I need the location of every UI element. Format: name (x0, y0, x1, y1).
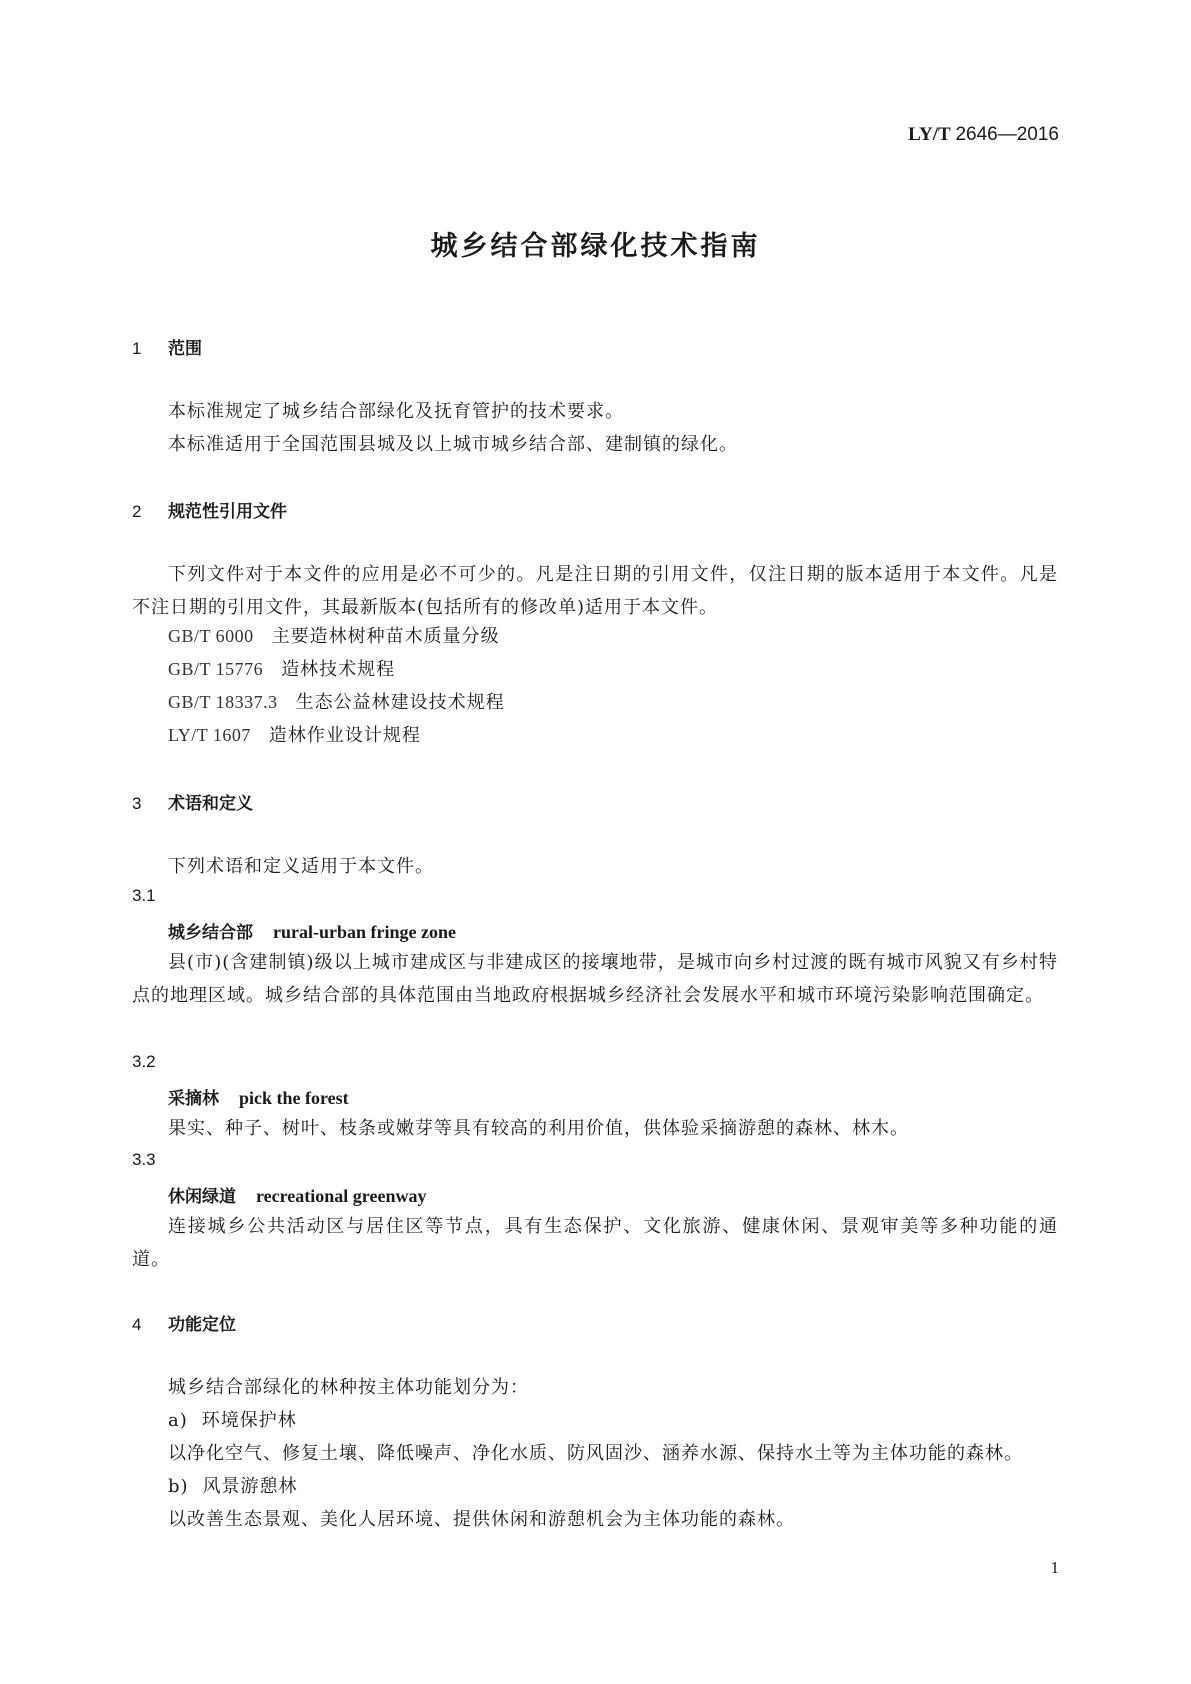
list-item-label (168, 1406, 297, 1432)
reference-title: 造林技术规程 (281, 659, 396, 680)
section-heading-1 (132, 334, 202, 359)
list-marker: b) (168, 1476, 189, 1497)
list-item-title: 环境保护林 (201, 1410, 297, 1431)
term-heading (168, 1084, 349, 1109)
reference-code: GB/T 6000 (168, 626, 254, 646)
term-en: pick the forest (239, 1088, 349, 1108)
term-en: rural-urban fringe zone (273, 922, 456, 942)
section-number: 3 (132, 794, 142, 813)
reference-item (168, 622, 500, 648)
reference-title: 造林作业设计规程 (268, 725, 421, 746)
standard-prefix: LY/T (908, 124, 951, 145)
reference-item (168, 655, 395, 681)
reference-title: 生态公益林建设技术规程 (295, 692, 505, 713)
reference-code: LY/T 1607 (168, 725, 251, 745)
paragraph: 本标准适用于全国范围县城及以上城市城乡结合部、建制镇的绿化。 (168, 434, 738, 455)
standard-code (908, 124, 1059, 146)
list-item-title: 风景游憩林 (202, 1476, 298, 1497)
section-number: 4 (132, 1315, 142, 1334)
section-title: 术语和定义 (168, 794, 253, 814)
list-item-label (168, 1472, 298, 1498)
term-zh: 采摘林 (168, 1089, 219, 1109)
paragraph: 城乡结合部绿化的林种按主体功能划分为： (168, 1377, 529, 1398)
standard-number: 2646—2016 (955, 124, 1059, 145)
term-zh: 城乡结合部 (168, 923, 253, 943)
reference-item (168, 721, 421, 747)
list-item-text: 以改善生态景观、美化人居环境、提供休闲和游憩机会为主体功能的森林。 (168, 1509, 795, 1530)
term-definition: 果实、种子、树叶、枝条或嫩芽等具有较高的利用价值，供体验采摘游憩的森林、林木。 (168, 1118, 909, 1139)
page-number: 1 (1050, 1558, 1059, 1577)
term-number: 3.1 (132, 886, 156, 905)
section-title: 功能定位 (168, 1315, 236, 1335)
term-heading (168, 918, 456, 943)
section-number: 1 (132, 339, 142, 358)
term-definition: 连接城乡公共活动区与居住区等节点，具有生态保护、文化旅游、健康休闲、景观审美等多种功能的通道。 (132, 1216, 1058, 1270)
reference-code: GB/T 18337.3 (168, 692, 278, 712)
term-en: recreational greenway (256, 1186, 427, 1206)
list-item-text: 以净化空气、修复土壤、降低噪声、净化水质、防风固沙、涵养水源、保持水土等为主体功能的森林。 (168, 1443, 1023, 1464)
list-marker: a) (168, 1410, 188, 1431)
section-title: 规范性引用文件 (168, 502, 287, 522)
paragraph: 本标准规定了城乡结合部绿化及抚育管护的技术要求。 (168, 401, 624, 422)
reference-title: 主要造林树种苗木质量分级 (271, 626, 500, 647)
term-heading (168, 1182, 426, 1207)
section-heading-3 (132, 789, 253, 814)
paragraph: 下列术语和定义适用于本文件。 (168, 856, 434, 877)
section-title: 范围 (168, 339, 202, 359)
reference-item (168, 688, 505, 714)
section-number: 2 (132, 502, 142, 521)
term-number: 3.2 (132, 1052, 156, 1071)
reference-code: GB/T 15776 (168, 659, 264, 679)
paragraph: 下列文件对于本文件的应用是必不可少的。凡是注日期的引用文件，仅注日期的版本适用于本文件。凡是不注日期的引用文件，其最新版本(包括所有的修改单)适用于本文件。 (132, 564, 1058, 618)
section-heading-2 (132, 497, 287, 522)
section-heading-4 (132, 1310, 236, 1335)
document-title: 城乡结合部绿化技术指南 (430, 231, 761, 262)
term-definition: 县(市)(含建制镇)级以上城市建成区与非建成区的接壤地带，是城市向乡村过渡的既有城市风貌又有乡村特点的地理区域。城乡结合部的具体范围由当地政府根据城乡经济社会发展水平和城市环境污染影响范围确定。 (132, 952, 1058, 1006)
term-number: 3.3 (132, 1150, 156, 1169)
term-zh: 休闲绿道 (168, 1187, 236, 1207)
